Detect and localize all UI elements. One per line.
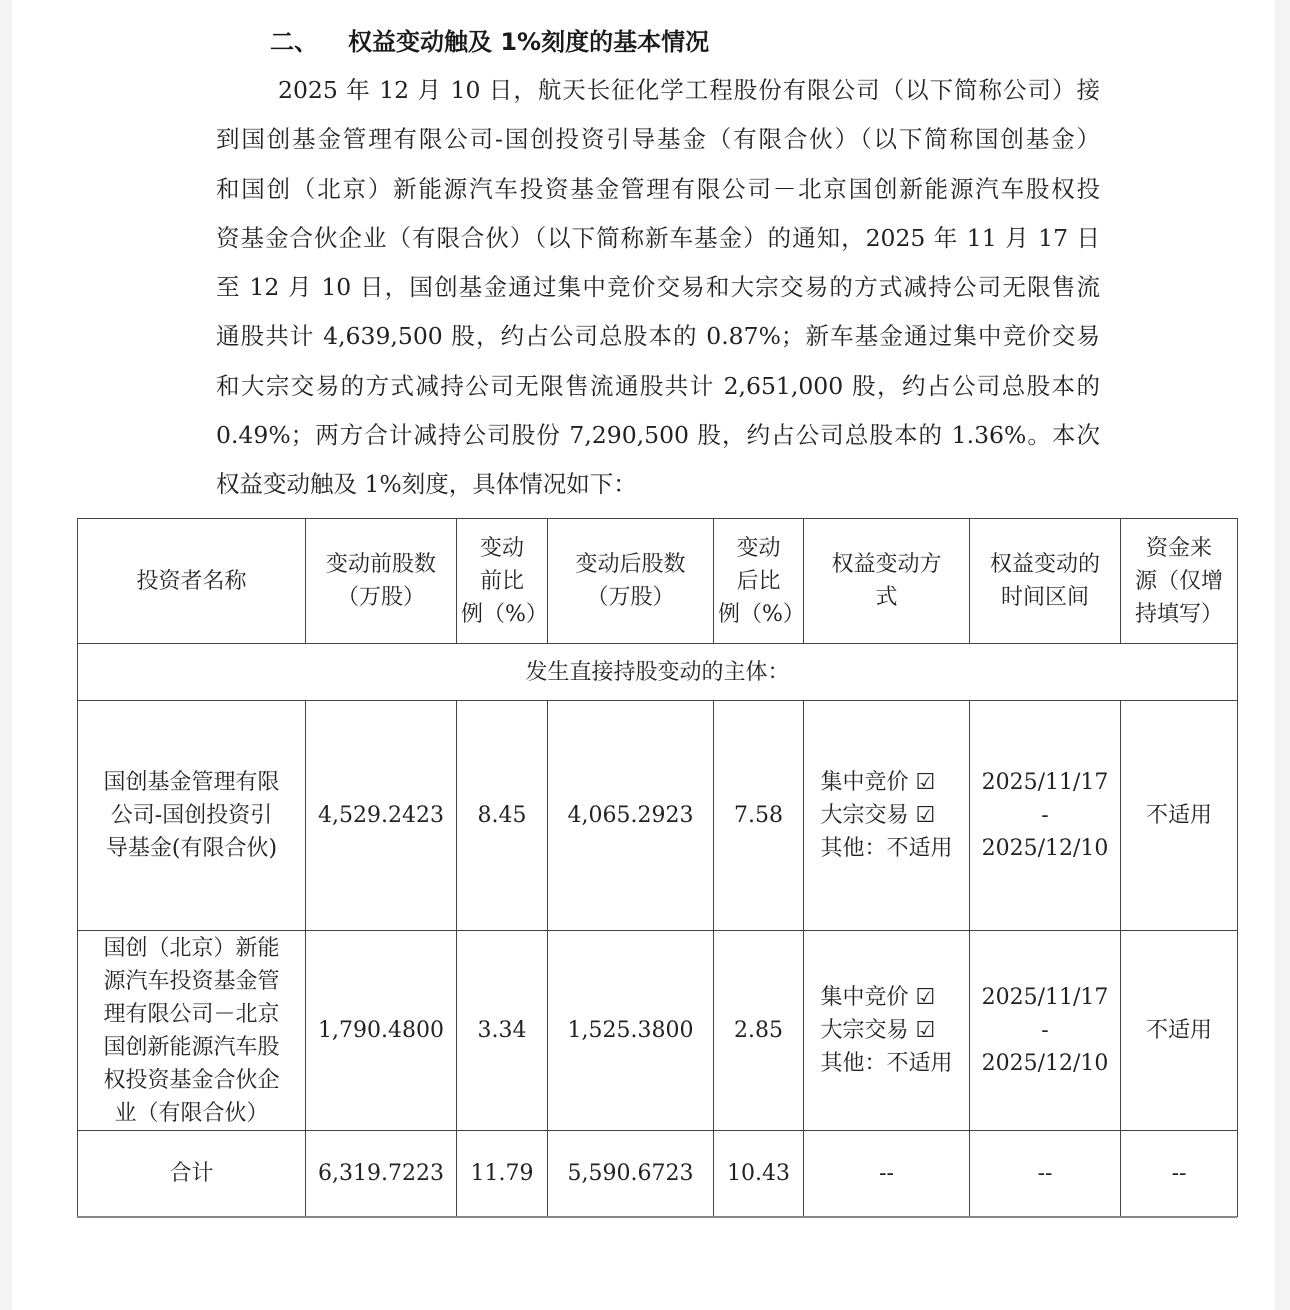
shares-before: 1,790.4800: [306, 931, 457, 1131]
total-ratio-before: 11.79: [457, 1131, 548, 1217]
total-fund-source: --: [1121, 1131, 1238, 1217]
equity-change-table: [77, 518, 1238, 1217]
table-header-row: [78, 519, 1238, 644]
shares-after: 4,065.2923: [548, 701, 714, 931]
total-label: 合计: [78, 1131, 306, 1217]
section-label: 发生直接持股变动的主体：: [78, 644, 1238, 701]
change-method: [804, 931, 970, 1131]
ratio-after: 2.85: [714, 931, 804, 1131]
header-change-period: 权益变动的 时间区间: [970, 519, 1121, 644]
paragraph-line: 和国创（北京）新能源汽车投资基金管理有限公司－北京国创新能源汽车股权投: [216, 174, 1100, 203]
header-investor-name: 投资者名称: [78, 519, 306, 644]
section-title: 权益变动触及 1%刻度的基本情况: [348, 28, 710, 56]
change-method: [804, 701, 970, 931]
table-row: [78, 701, 1238, 931]
total-ratio-after: 10.43: [714, 1131, 804, 1217]
total-shares-before: 6,319.7223: [306, 1131, 457, 1217]
total-period: --: [970, 1131, 1121, 1217]
ratio-after: 7.58: [714, 701, 804, 931]
total-method: --: [804, 1131, 970, 1217]
method-block-checked: 大宗交易 ☑: [820, 1018, 936, 1043]
method-other: 其他：不适用: [820, 836, 953, 861]
section-heading: [270, 22, 709, 57]
document-page: [12, 0, 1275, 1310]
change-period: 2025/11/17 - 2025/12/10: [970, 931, 1121, 1131]
shares-before: 4,529.2423: [306, 701, 457, 931]
method-centralized-checked: 集中竞价 ☑: [820, 770, 936, 795]
total-row: [78, 1131, 1238, 1217]
method-centralized-checked: 集中竞价 ☑: [820, 985, 936, 1010]
header-shares-before: 变动前股数 （万股）: [306, 519, 457, 644]
section-label-row: [78, 644, 1238, 701]
table-bottom-rule: [77, 1216, 1237, 1218]
paragraph-line: 资基金合伙企业（有限合伙）（以下简称新车基金）的通知，2025 年 11 月 17 日: [216, 223, 1100, 252]
method-other: 其他：不适用: [820, 1051, 953, 1076]
table-row: [78, 931, 1238, 1131]
fund-source: 不适用: [1121, 931, 1238, 1131]
paragraph-line: 和大宗交易的方式减持公司无限售流通股共计 2,651,000 股，约占公司总股本的: [216, 371, 1100, 400]
total-shares-after: 5,590.6723: [548, 1131, 714, 1217]
header-ratio-before: 变动 前比 例（%）: [457, 519, 548, 644]
change-period: 2025/11/17 - 2025/12/10: [970, 701, 1121, 931]
ratio-before: 3.34: [457, 931, 548, 1131]
section-number: 二、: [270, 28, 318, 56]
paragraph-line: 0.49%；两方合计减持公司股份 7,290,500 股，约占公司总股本的 1.36%。本次: [216, 421, 1100, 450]
paragraph-line: 通股共计 4,639,500 股，约占公司总股本的 0.87%；新车基金通过集中竞价交易: [216, 322, 1100, 351]
body-paragraph: [216, 66, 1100, 510]
paragraph-line: 2025 年 12 月 10 日，航天长征化学工程股份有限公司（以下简称公司）接: [278, 76, 1100, 104]
ratio-before: 8.45: [457, 701, 548, 931]
fund-source: 不适用: [1121, 701, 1238, 931]
shares-after: 1,525.3800: [548, 931, 714, 1131]
investor-name: 国创基金管理有限 公司-国创投资引 导基金(有限合伙): [78, 701, 306, 931]
paragraph-line: 至 12 月 10 日，国创基金通过集中竞价交易和大宗交易的方式减持公司无限售流: [216, 273, 1100, 302]
method-block-checked: 大宗交易 ☑: [820, 803, 936, 828]
header-ratio-after: 变动 后比 例（%）: [714, 519, 804, 644]
paragraph-line: 权益变动触及 1%刻度，具体情况如下：: [216, 470, 637, 499]
investor-name: 国创（北京）新能 源汽车投资基金管 理有限公司－北京 国创新能源汽车股 权投资基金合伙企 业（有限合伙）: [78, 931, 306, 1131]
header-change-method: 权益变动方 式: [804, 519, 970, 644]
header-shares-after: 变动后股数 （万股）: [548, 519, 714, 644]
paragraph-line: 到国创基金管理有限公司-国创投资引导基金（有限合伙）（以下简称国创基金）: [216, 125, 1100, 154]
header-fund-source: 资金来 源（仅增 持填写）: [1121, 519, 1238, 644]
